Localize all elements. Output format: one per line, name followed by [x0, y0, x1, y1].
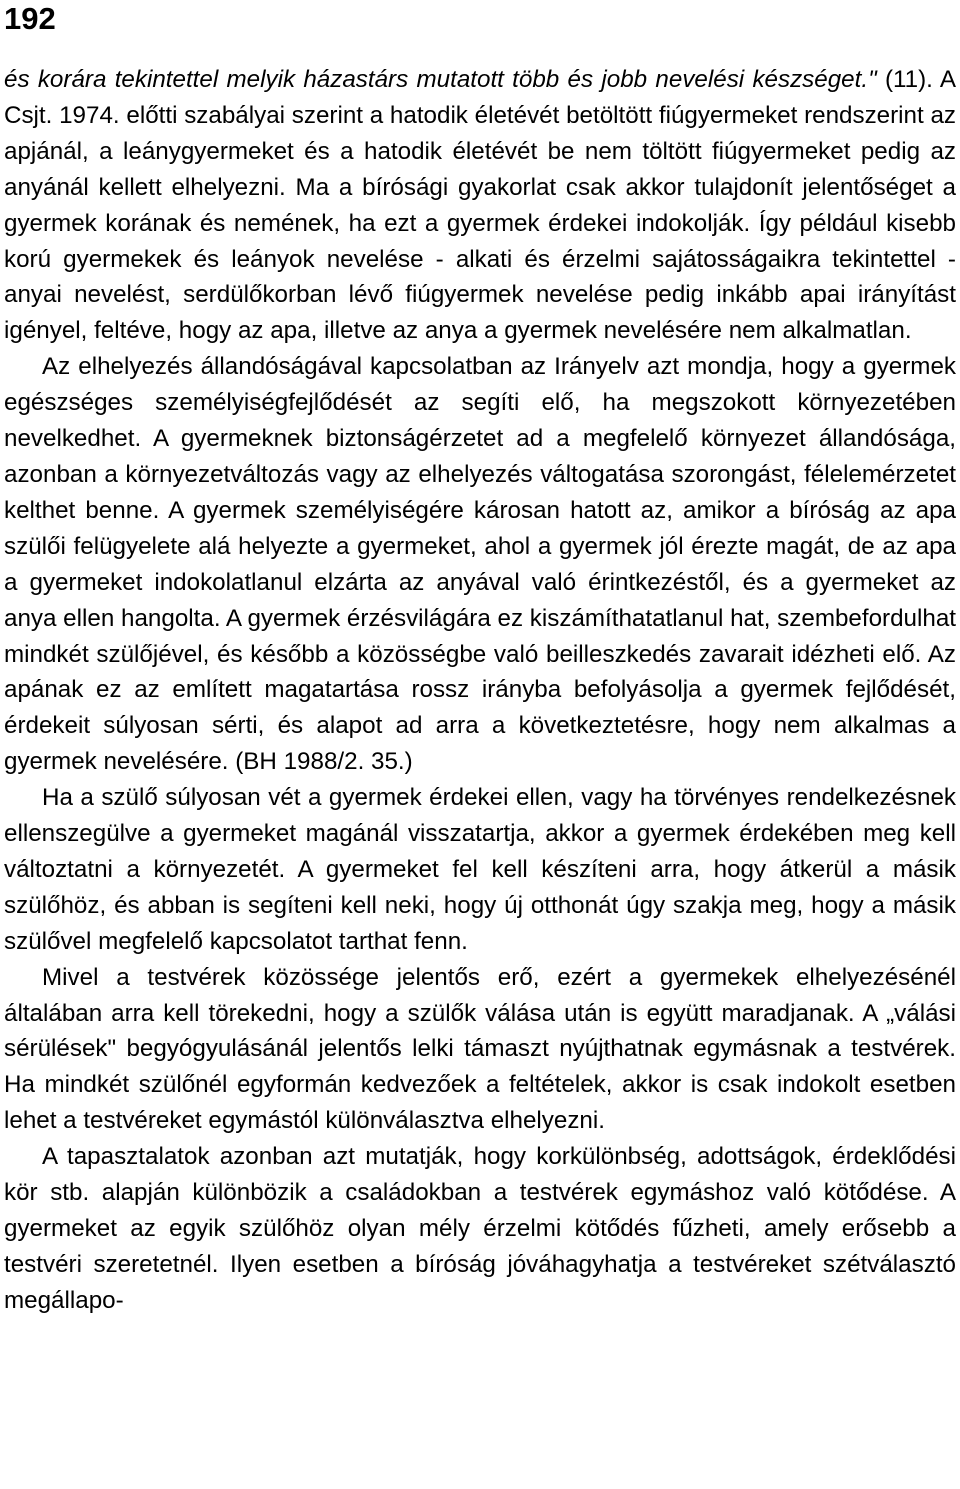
paragraph-2: Az elhelyezés állandóságával kapcsolatban az Irányelv azt mondja, hogy a gyermek egészséges személyiségfejlődését az segíti elő, ha megszokott környezetében nevelkedhet. A gyermeknek biztonságérzetet ad a megfelelő környezet állandósága, azonban a környezetváltozás vagy az elhelyezés váltogatása szorongást, félelemérzetet kelthet benne. A gyermek személyiségére károsan hatott az, amikor a bíróság az apa szülői felügyelete alá helyezte a gyermeket, ahol a gyermek jól érezte magát, de az apa a gyermeket indokolatlanul elzárta az anyával való érintkezéstől, és a gyermeket az anya ellen hangolta. A gyermek érzésvilágára ez kiszámíthatatlanul hat, szembefordulhat mindkét szülőjével, és később a közösségbe való beilleszkedés zavarait idézheti elő. Az apának ez az említett magatartása rossz irányba befolyásolja a gyermek fejlődését, érdekeit súlyosan sérti, és alapot ad arra a következtetésre, hogy nem alkalmas a gyermek nevelésére. (BH 1988/2. 35.): [4, 353, 956, 776]
paragraph-1: [4, 62, 956, 349]
body-text: [4, 62, 956, 1319]
paragraph-4: Mivel a testvérek közössége jelentős erő, ezért a gyermekek elhelyezésénél általában arra kell törekedni, hogy a szülők válása után is együtt maradjanak. A „válási sérülések" begyógyulásánál jelentős lelki támaszt nyújthatnak egymásnak a testvérek. Ha mindkét szülőnél egyformán kedvezőek a feltételek, akkor is csak indokolt esetben lehet a testvéreket egymástól különválasztva elhelyezni.: [4, 963, 956, 1135]
paragraph-5: A tapasztalatok azonban azt mutatják, hogy korkülönbség, adottságok, érdeklődési kör stb. alapján különbözik a családokban a testvérek egymáshoz való kötődése. A gyermeket az egyik szülőhöz olyan mély érzelmi kötődés fűzheti, amely erősebb a testvéri szeretetnél. Ilyen esetben a bíróság jóváhagyhatja a testvéreket szétválasztó megállapo-: [4, 1143, 956, 1314]
paragraph-1-text: (11). A Csjt. 1974. előtti szabályai szerint a hatodik életévét betöltött fiúgyermeket rendszerint az apjánál, a leánygyermeket és a hatodik életévét be nem töltött fiúgyermeket pedig az anyánál kellett elhelyezni. Ma a bírósági gyakorlat csak akkor tulajdonít jelentőséget a gyermek korának és nemének, ha ezt a gyermek érdekei indokolják. Így például kisebb korú gyermekek és leányok nevelése - alkati és érzelmi sajátosságaikra tekintettel - anyai nevelést, serdülőkorban lévő fiúgyermek nevelése pedig inkább apai irányítást igényel, feltéve, hogy az apa, illetve az anya a gyermek nevelésére nem alkalmatlan.: [4, 66, 956, 345]
paragraph-3: Ha a szülő súlyosan vét a gyermek érdekei ellen, vagy ha törvényes rendelkezésnek ellenszegülve a gyermeket magánál visszatartja, akkor a gyermek érdekében meg kell változtatni a környezetét. A gyermeket fel kell készíteni arra, hogy átkerül a másik szülőhöz, és abban is segíteni kell neki, hogy új otthonát úgy szakja meg, hogy a másik szülővel megfelelő kapcsolatot tarthat fenn.: [4, 784, 956, 955]
quoted-text: és korára tekintettel melyik házastárs mutatott több és jobb nevelési készséget.": [4, 66, 877, 93]
page-number: 192: [4, 1, 56, 36]
